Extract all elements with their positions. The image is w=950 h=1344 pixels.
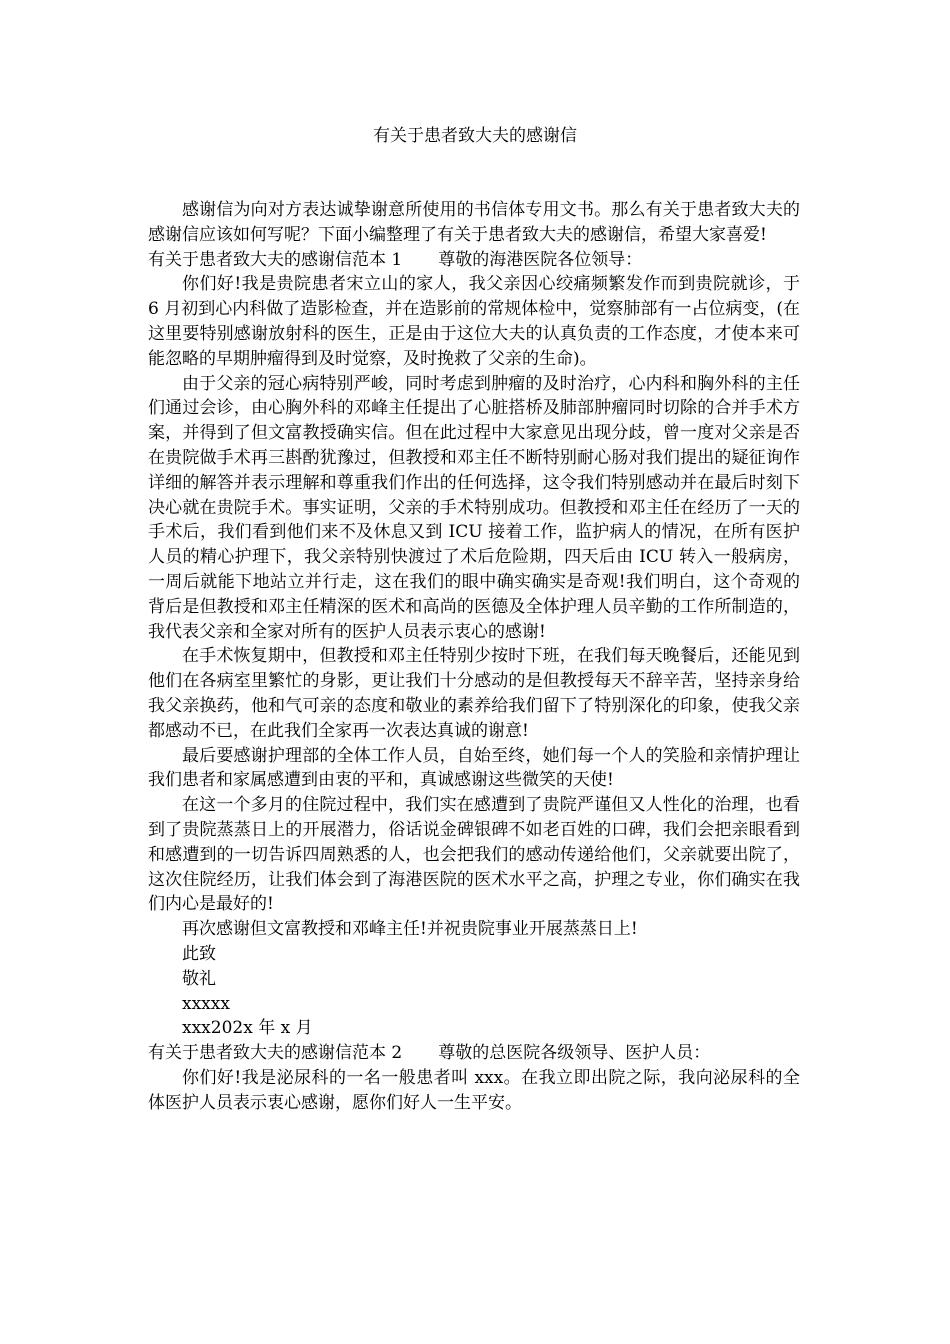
letter1-paragraph: 再次感谢但文富教授和邓峰主任!并祝贵院事业开展蒸蒸日上!	[182, 919, 638, 940]
letter2-salutation: 尊敬的总医院各级领导、医护人员：	[438, 1043, 711, 1064]
document-title: 有关于患者致大夫的感谢信	[373, 126, 577, 146]
letter1-paragraph: 由于父亲的冠心病特别严峻，同时考虑到肿瘤的及时治疗，心内科和胸外科的主任们通过会诊，由心胸外科的邓峰主任提出了心脏搭桥及肺部肿瘤同时切除的合并手术方案，并得到了但文富教授确实信。但在此过程中大家意见出现分歧，曾一度对父亲是否在贵院做手术再三斟酌犹豫过，但教授和邓主任不断特别耐心肠对我们提出的疑征询作详细的解答并表示理解和尊重我们作出的任何选择，这令我们特别感动并在最后时刻下决心就在贵院手术。事实证明，父亲的手术特别成功。但教授和邓主任在经历了一天的手术后，我们看到他们来不及休息又到 ICU 接着工作，监护病人的情况，在所有医护人员的精心护理下，我父亲特别快渡过了术后危险期，四天后由 ICU 转入一般病房，一周后就能下地站立并行走，这在我们的眼中确实确实是奇观!我们明白，这个奇观的背后是但教授和邓主任精深的医术和高尚的医德及全体护理人员辛勤的工作所制造的，我代表父亲和全家对所有的医护人员表示衷心的感谢!	[148, 373, 800, 642]
document-body	[148, 198, 800, 1115]
intro-paragraph: 感谢信为向对方表达诚挚谢意所使用的书信体专用文书。那么有关于患者致大夫的感谢信应该如何写呢？下面小编整理了有关于患者致大夫的感谢信，希望大家喜爱!	[148, 200, 800, 245]
letter1-paragraph: 最后要感谢护理部的全体工作人员，自始至终，她们每一个人的笑脸和亲情护理让我们患者和家属感遭到由衷的平和，真诚感谢这些微笑的天使!	[148, 745, 800, 791]
letter1-paragraph: 在这一个多月的住院过程中，我们实在感遭到了贵院严谨但又人性化的治理，也看到了贵院蒸蒸日上的开展潜力，俗话说金碑银碑不如老百姓的口碑，我们会把亲眼看到和感遭到的一切告诉四周熟悉的人，也会把我们的感动传递给他们，父亲就要出院了，这次住院经历，让我们体会到了海港医院的医术水平之高，护理之专业，你们确实在我们内心是最好的!	[148, 795, 800, 915]
letter2-paragraph: 你们好!我是泌尿科的一名一般患者叫 xxx。在我立即出院之际，我向泌尿科的全体医护人员表示衷心感谢，愿你们好人一生平安。	[148, 1067, 800, 1113]
letter1-salutation: 尊敬的海港医院各位领导：	[438, 249, 643, 270]
letter1-paragraph: 在手术恢复期中，但教授和邓主任特别少按时下班，在我们每天晚餐后，还能见到他们在各病室里繁忙的身影，更让我们十分感动的是但教授每天不辞辛苦，坚持亲身给我父亲换药，他和气可亲的态度和敬业的素养给我们留下了特别深化的印象，使我父亲都感动不已，在此我们全家再一次表达真诚的谢意!	[148, 646, 800, 741]
letter1-heading-line	[148, 248, 800, 273]
letter1-closing-1: 此致	[182, 943, 216, 964]
letter1-heading: 有关于患者致大夫的感谢信范本 1	[148, 249, 403, 270]
letter1-signature: xxxxx	[182, 993, 230, 1014]
letter1-closing-2: 敬礼	[182, 968, 216, 989]
letter2-heading-line	[148, 1041, 800, 1066]
letter1-date: xxx202x 年 x 月	[182, 1018, 313, 1039]
letter1-paragraph: 你们好!我是贵院患者宋立山的家人，我父亲因心绞痛频繁发作而到贵院就诊，于 6 月初到心内科做了造影检查，并在造影前的常规体检中，觉察肺部有一占位病变，(在这里要特别感谢放射科的医生，正是由于这位大夫的认真负责的工作态度，才使本来可能忽略的早期肿瘤得到及时觉察，及时挽救了父亲的生命)。	[148, 274, 800, 369]
letter2-heading: 有关于患者致大夫的感谢信范本 2	[148, 1043, 403, 1064]
